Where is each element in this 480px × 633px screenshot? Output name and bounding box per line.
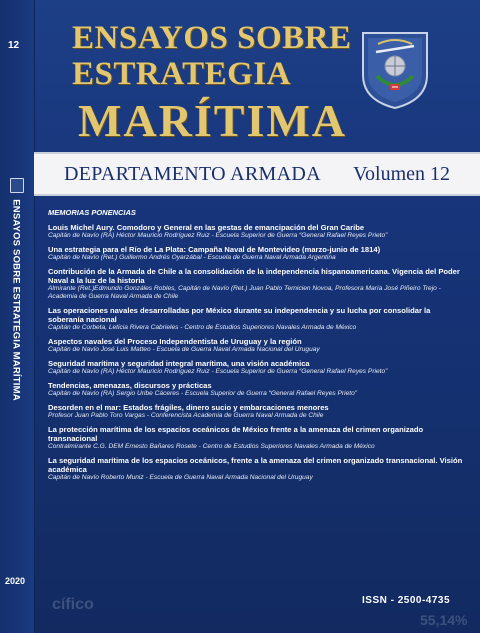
title-line-1: ENSAYOS SOBRE: [72, 20, 352, 56]
article-author: Capitán de Corbeta, Leticia Rivera Cabrieles - Centro de Estudios Superiores Navales Armada de México: [48, 324, 357, 331]
title-line-2: ESTRATEGIA: [72, 56, 291, 92]
article-item: [48, 337, 468, 354]
article-author: Capitán de Navío Roberto Muniz - Escuela de Guerra Naval Armada Nacional del Uruguay: [48, 474, 313, 481]
article-item: [48, 425, 468, 451]
department-band: [34, 152, 480, 196]
article-list: [48, 223, 468, 482]
article-title: Contribución de la Armada de Chile a la consolidación de la independencia hispanoamericana. Vigencia del Poder Naval a la luz de la historia: [48, 267, 460, 285]
article-author: Capitán de Navío (RA) Héctor Mauricio Rodríguez Ruiz - Escuela Superior de Guerra “General Rafael Reyes Prieto”: [48, 368, 388, 375]
title-line-3: MARÍTIMA: [78, 95, 347, 146]
article-item: [48, 267, 468, 301]
spine-title: ENSAYOS SOBRE ESTRATEGIA MARÍTIMA: [10, 199, 22, 401]
department-name: DEPARTAMENTO ARMADA: [64, 163, 321, 185]
article-title: La protección marítima de los espacios oceánicos de México frente a la amenaza del crimen organizado transnacional: [48, 425, 424, 443]
spine-year: 2020: [5, 576, 26, 586]
spine-logo-icon: [10, 178, 24, 193]
article-title: La seguridad marítima de los espacios oceánicos, frente a la amenaza del crimen organizado transnacional. Visión académica: [48, 456, 463, 474]
article-title: Desorden en el mar: Estados frágiles, dinero sucio y embarcaciones menores: [48, 403, 329, 412]
article-title: Aspectos navales del Proceso Independentista de Uruguay y la región: [48, 337, 302, 346]
article-item: [48, 381, 468, 398]
background-text-left: cífico: [52, 596, 94, 613]
article-title: Tendencias, amenazas, discursos y prácticas: [48, 381, 212, 390]
article-item: [48, 245, 468, 262]
volume-label: Volumen 12: [353, 163, 450, 185]
table-of-contents: [48, 208, 468, 487]
spine: [0, 0, 35, 633]
background-text-right: 55,14%: [420, 612, 468, 628]
article-title: Las operaciones navales desarrolladas por México durante su independencia y su lucha por consolidar la soberanía nacional: [48, 306, 431, 324]
article-author: Capitán de Navío (RA) Héctor Mauricio Rodríguez Ruiz - Escuela Superior de Guerra “General Rafael Reyes Prieto”: [48, 232, 388, 239]
article-item: [48, 456, 468, 482]
article-title: Seguridad marítima y seguridad integral marítima, una visión académica: [48, 359, 310, 368]
article-item: [48, 306, 468, 332]
article-title: Louis Michel Aury. Comodoro y General en las gestas de emancipación del Gran Caribe: [48, 223, 365, 232]
article-author: Capitán de Navío José Luis Matteo - Escuela de Guerra Naval Armada Nacional del Uruguay: [48, 346, 320, 353]
spine-volume-number: 12: [8, 40, 20, 51]
article-author: Capitán de Navío (Ret.) Guillermo Andrés Oyarzábal - Escuela de Guerra Naval Armada Argentina: [48, 254, 336, 261]
article-title: Una estrategia para el Río de La Plata: Campaña Naval de Montevideo (marzo-junio de 1814): [48, 245, 381, 254]
article-item: [48, 223, 468, 240]
section-label: MEMORIAS PONENCIAS: [48, 208, 136, 217]
article-item: [48, 359, 468, 376]
article-author: Almirante (Ret.)Edmundo Gonzáles Robles, Capitán de Navío (Ret.) Juan Pablo Ternicien Novoa, Profesora María José Piñeiro Trejo - Academia de Guerra Naval Armada de Chile: [48, 285, 441, 300]
article-author: Profesor Juan Pablo Toro Vargas - Conferencista Academia de Guerra Naval Armada de Chile: [48, 412, 324, 419]
article-item: [48, 403, 468, 420]
article-author: Capitán de Navío (RA) Sergio Uribe Cáceres - Escuela Superior de Guerra “General Rafael Reyes Prieto”: [48, 390, 357, 397]
issn-number: ISSN - 2500-4735: [362, 595, 451, 606]
article-author: Contralmirante C.G. DEM Ernesto Bañares Rosete - Centro de Estudios Superiores Navales Armada de México: [48, 443, 375, 450]
navy-emblem-icon: [360, 30, 430, 110]
